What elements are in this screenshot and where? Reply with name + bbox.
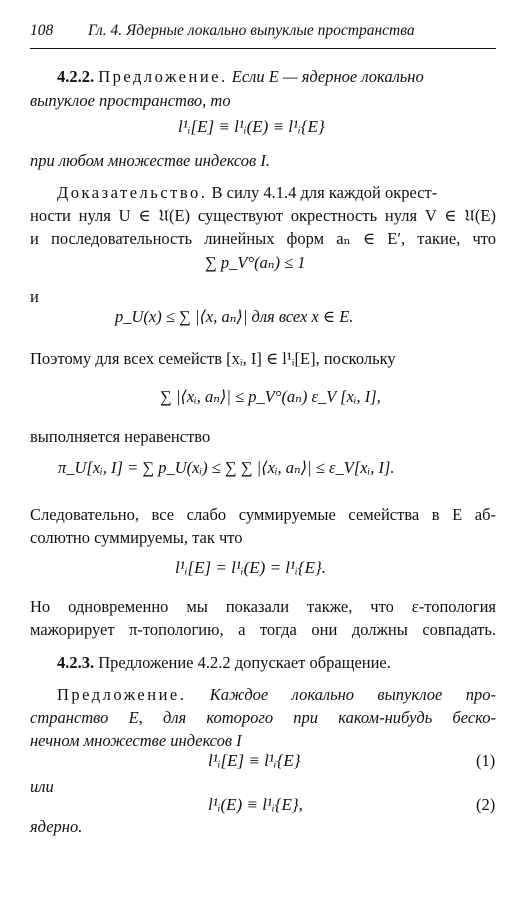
formula-seminorm-bound: p_U(x) ≤ ∑ |⟨x, aₙ⟩| для всех x ∈ E.	[115, 307, 354, 326]
proof-line2: ности нуля U ∈ 𝔘(E) существуют окрестность нуля V ∈ 𝔘(E)	[30, 206, 496, 225]
section-423-text: Предложение 4.2.2 допускает обращение.	[98, 653, 391, 672]
running-title: Гл. 4. Ядерные локально выпуклые пространства	[88, 22, 415, 39]
proposition-422-line1	[57, 66, 496, 88]
proposition-converse-line3: нечном множестве индексов I	[30, 731, 242, 750]
equation-number-1: (1)	[476, 751, 496, 770]
proof-line6: Следовательно, все слабо суммируемые семейства в E аб-	[30, 505, 496, 524]
section-number: 4.2.2.	[57, 67, 95, 86]
proof-line1	[57, 182, 496, 204]
formula-sum-polar: ∑ p_V°(aₙ) ≤ 1	[205, 253, 306, 272]
formula-condition-1: l¹ᵢ[E] ≡ l¹ᵢ{E}	[208, 751, 301, 770]
proposition-label: Предложение.	[57, 685, 187, 704]
proposition-converse-line1	[57, 684, 496, 706]
proof-line4: Поэтому для всех семейств [xᵢ, I] ∈ l¹ᵢ[E], поскольку	[30, 349, 396, 368]
proof-text: В силу 4.1.4 для каждой окрест-	[211, 183, 438, 202]
section-423-line	[57, 652, 496, 674]
proposition-label: Предложение.	[98, 67, 228, 86]
running-header	[30, 22, 496, 49]
formula-inequality-chain: π_U[xᵢ, I] = ∑ p_U(xᵢ) ≤ ∑ ∑ |⟨xᵢ, aₙ⟩| ≤ ε_V[xᵢ, I].	[58, 458, 395, 477]
formula-summable-bound: ∑ |⟨xᵢ, aₙ⟩| ≤ p_V°(aₙ) ε_V [xᵢ, I],	[160, 387, 381, 406]
formula-nuclear-equality: l¹ᵢ[E] ≡ l¹ᵢ(E) ≡ l¹ᵢ{E}	[178, 117, 325, 136]
proposition-text: Каждое локально выпуклое про-	[209, 685, 497, 704]
section-number: 4.2.3.	[57, 653, 95, 672]
proof-line8: Но одновременно мы показали также, что ε-топология	[30, 597, 496, 616]
proof-line3: и последовательность линейных форм aₙ ∈ E′, такие, что	[30, 229, 496, 248]
page-number: 108	[30, 22, 54, 39]
proposition-422-line2: выпуклое пространство, то	[30, 91, 231, 110]
proposition-converse-conclusion: ядерно.	[30, 817, 83, 836]
proposition-text: Если E — ядерное локально	[231, 67, 424, 86]
proof-line7: солютно суммируемы, так что	[30, 528, 243, 547]
conjunction-or: или	[30, 777, 54, 796]
formula-condition-2: l¹ᵢ(E) ≡ l¹ᵢ{E},	[208, 795, 303, 814]
proposition-converse-line2: странство E, для которого при каком-нибудь беско-	[30, 708, 496, 727]
conjunction-and: и	[30, 287, 39, 306]
proof-line5: выполняется неравенство	[30, 427, 211, 446]
proof-label: Доказательство.	[57, 183, 208, 202]
formula-space-equality: l¹ᵢ[E] = l¹ᵢ(E) = l¹ᵢ{E}.	[175, 558, 327, 577]
proposition-422-line3: при любом множестве индексов I.	[30, 151, 270, 170]
equation-number-2: (2)	[476, 795, 496, 814]
proof-line9: мажорирует π-топологию, а тогда они должны совпадать.	[30, 620, 496, 639]
